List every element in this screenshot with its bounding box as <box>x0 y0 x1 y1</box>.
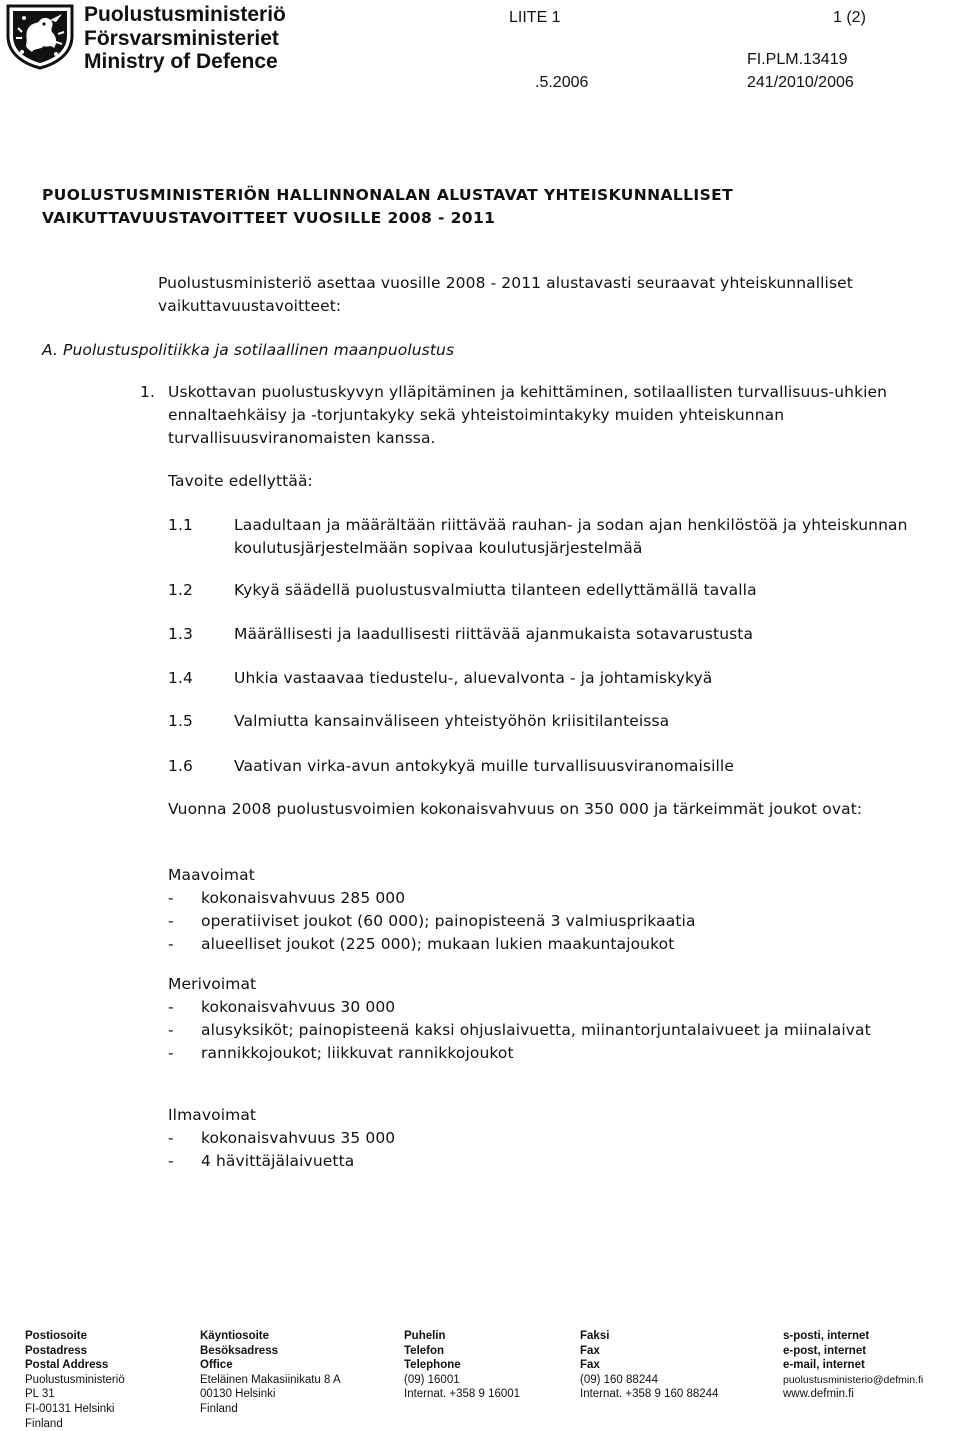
subgoal-number: 1.4 <box>168 669 193 687</box>
goal-1 <box>140 381 958 450</box>
footer-fax: Faksi Fax Fax (09) 160 88244 Internat. +358 9 160 88244 <box>580 1330 719 1401</box>
subgoal-number: 1.2 <box>168 581 193 599</box>
list-item: - kokonaisvahvuus 285 000 <box>168 887 958 910</box>
subgoal-text: Uhkia vastaavaa tiedustelu-, aluevalvonta - ja johtamiskykyä <box>234 669 713 687</box>
branch-name: Ilmavoimat <box>168 1106 257 1124</box>
dash: - <box>168 1021 174 1039</box>
ministry-name <box>84 3 286 74</box>
subgoal-item <box>168 755 958 778</box>
branch-name: Maavoimat <box>168 866 255 884</box>
strength-paragraph: Vuonna 2008 puolustusvoimien kokonaisvahvuus on 350 000 ja tärkeimmät joukot ovat: <box>168 800 863 818</box>
list-item: - kokonaisvahvuus 35 000 <box>168 1127 958 1150</box>
lion-coat-of-arms-icon <box>4 2 76 70</box>
subgoal-item <box>168 623 958 646</box>
footer-phone: Puhelin Telefon Telephone (09) 16001 Internat. +358 9 16001 <box>404 1330 521 1401</box>
page-number: 1 (2) <box>833 9 866 26</box>
subgoal-text: Vaativan virka-avun antokykyä muille turvallisuusviranomaisille <box>234 757 734 775</box>
subgoal-text: Valmiutta kansainväliseen yhteistyöhön kriisitilanteissa <box>234 712 670 730</box>
requirements-label: Tavoite edellyttää: <box>168 472 313 490</box>
list-item: - alueelliset joukot (225 000); mukaan lukien maakuntajoukot <box>168 933 958 956</box>
branch-name: Merivoimat <box>168 975 257 993</box>
dash: - <box>168 998 174 1016</box>
branch-army <box>168 864 958 956</box>
footer-postal: Postiosoite Postadress Postal Address Puolustusministeriö PL 31 FI-00131 Helsinki Finland <box>25 1330 125 1430</box>
dash: - <box>168 889 174 907</box>
document-title <box>42 184 733 230</box>
diary-number: 241/2010/2006 <box>747 74 854 91</box>
subgoal-item <box>168 579 958 602</box>
goal-number: 1. <box>140 383 155 401</box>
dash: - <box>168 912 174 930</box>
goal-text: Uskottavan puolustuskyvyn ylläpitäminen ja kehittäminen, sotilaallisten turvallisuus-uhkien ennaltaehkäisy ja -torjuntakyky sekä yhteistoimintakyky muiden yhteiskunnan turvallisuusviranomaisten kanssa. <box>168 383 888 447</box>
footer-office: Käyntiosoite Besöksadress Office Eteläinen Makasiinikatu 8 A 00130 Helsinki Finland <box>200 1330 341 1415</box>
intro-paragraph: Puolustusministeriö asettaa vuosille 2008 - 2011 alustavasti seuraavat yhteiskunnalliset vaikuttavuustavoitteet: <box>158 274 853 315</box>
document-date: .5.2006 <box>535 74 589 91</box>
ministry-name-en: Ministry of Defence <box>84 50 278 73</box>
dash: - <box>168 1044 174 1062</box>
subgoal-text: Määrällisesti ja laadullisesti riittävää ajanmukaista sotavarustusta <box>234 625 754 643</box>
dash: - <box>168 1152 174 1170</box>
list-item: - operatiiviset joukot (60 000); painopisteenä 3 valmiusprikaatia <box>168 910 958 933</box>
branch-air-force <box>168 1104 958 1173</box>
subgoal-text: Kykyä säädellä puolustusvalmiutta tilanteen edellyttämällä tavalla <box>234 581 757 599</box>
branch-navy <box>168 973 958 1065</box>
title-line-2: VAIKUTTAVUUSTAVOITTEET VUOSILLE 2008 - 2011 <box>42 209 496 227</box>
appendix-label: LIITE 1 <box>509 9 561 26</box>
subgoal-item <box>168 710 958 733</box>
list-item: - kokonaisvahvuus 30 000 <box>168 996 958 1019</box>
reference-number: FI.PLM.13419 <box>747 51 848 68</box>
subgoal-item <box>168 667 958 690</box>
subgoal-number: 1.6 <box>168 757 193 775</box>
dash: - <box>168 935 174 953</box>
subgoal-text: Laadultaan ja määrältään riittävää rauhan- ja sodan ajan henkilöstöä ja yhteiskunnan koulutusjärjestelmään sopivaa koulutusjärjestelmää <box>234 516 908 557</box>
website-link[interactable]: www.defmin.fi <box>783 1388 854 1401</box>
list-item: - alusyksiköt; painopisteenä kaksi ohjuslaivuetta, miinantorjuntalaivueet ja miinalaivat <box>168 1019 958 1042</box>
footer-email: s-posti, internet e-post, internet e-mail, internet puolustusministerio@defmin.fi www.defmin.fi <box>783 1330 924 1401</box>
dash: - <box>168 1129 174 1147</box>
title-line-1: PUOLUSTUSMINISTERIÖN HALLINNONALAN ALUSTAVAT YHTEISKUNNALLISET <box>42 186 734 204</box>
subgoal-item <box>168 514 958 560</box>
email-link[interactable]: puolustusministerio@defmin.fi <box>783 1373 924 1386</box>
subgoal-number: 1.1 <box>168 516 193 534</box>
subgoal-number: 1.3 <box>168 625 193 643</box>
ministry-name-sv: Försvarsministeriet <box>84 26 279 50</box>
subgoal-number: 1.5 <box>168 712 193 730</box>
list-item: - 4 hävittäjälaivuetta <box>168 1150 958 1173</box>
ministry-name-fi: Puolustusministeriö <box>84 3 286 26</box>
section-a-heading: A. Puolustuspolitiikka ja sotilaallinen maanpuolustus <box>42 341 455 359</box>
list-item: - rannikkojoukot; liikkuvat rannikkojoukot <box>168 1042 958 1065</box>
